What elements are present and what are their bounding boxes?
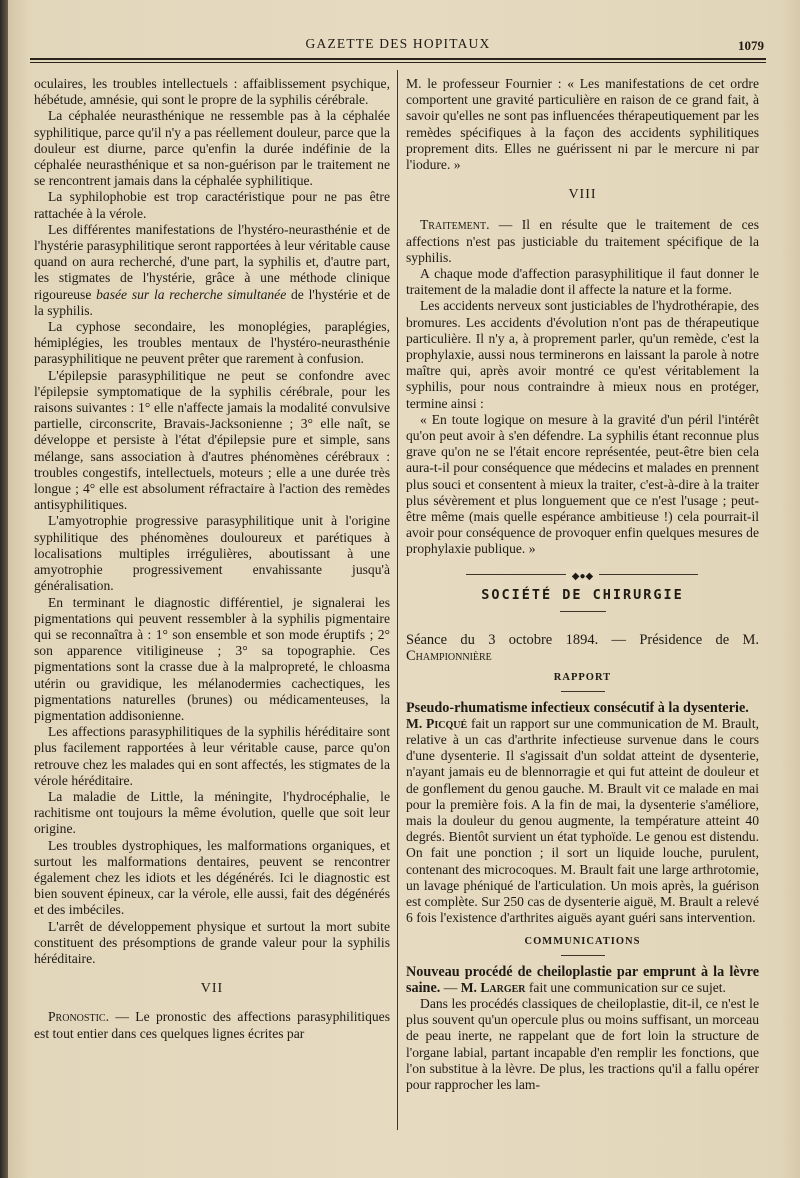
paragraph: La syphilophobie est trop caractéristique pour ne pas être rattachée à la vérole. (34, 189, 390, 221)
paragraph-text: — Le pronostic des affections parasyphilitiques est tout entier dans ces quelques lignes écrites par (34, 1009, 390, 1041)
run-in-heading: Traitement. (420, 217, 490, 233)
paragraph-text: Les différentes manifestations de l'hystéro-neurasthénie et de l'hystérie parasyphilitique seront rapportées à leur véritable cause quand on aura recherché, d'une part, la syphilis et, d'autre part, les stigmates de l'hystérie, grâce à une méthode clinique rigoureuse (34, 221, 390, 302)
paragraph-text: fait une communication sur ce sujet. (525, 979, 726, 995)
paragraph (34, 222, 390, 319)
italic-text: basée sur la recherche simultanée (96, 286, 287, 302)
article-title: Pseudo-rhumatisme infectieux consécutif à la dysenterie. (406, 699, 749, 716)
short-rule (561, 955, 605, 956)
paragraph-text: — Il en résulte que le traitement de ces affections n'est pas justiciable du traitement spécifique de la syphilis. (406, 217, 759, 265)
paragraph: La cyphose secondaire, les monoplégies, paraplégies, hémiplégies, les troubles mentaux de l'hystéro-neurasthénie parasyphilitique ne peuvent prêter que rarement à confusion. (34, 319, 390, 367)
paragraph (406, 716, 759, 927)
paragraph: Les troubles dystrophiques, les malformations organiques, et surtout les malformations dentaires, peuvent se rencontrer également chez les idiots et les dégénérés. Ici le diagnostic est bien souvent épineux, car la vérole, elle aussi, fait des dégénérés et des imbéciles. (34, 837, 390, 918)
paragraph: « En toute logique on mesure à la gravité d'un péril l'intérêt qu'on peut avoir à s'en défendre. La syphilis étant reconnue plus grave qu'on ne se l'était encore représentée, peut-être bien cela aura-t-il pour conséquence que médecins et malades en prennent plus souci et consentent à mieux la traiter, c'est-à-dire à la traiter plus sévèrement et plus longuement que ce n'est l'usage ; peut-être même (mais quelle espérance ambitieuse !) cela pourrait-il avoir pour conséquence de provoquer enfin quelques mesures de prophylaxie publique. » (406, 411, 759, 557)
left-column (34, 76, 390, 1042)
column-divider (397, 70, 398, 1130)
header-rule (30, 58, 766, 60)
paragraph: A chaque mode d'affection parasyphilitique il faut donner le traitement de la maladie dont il affecte la nature et la forme. (406, 266, 759, 298)
run-in-heading: Pronostic. (48, 1009, 109, 1025)
subsection-heading: RAPPORT (553, 672, 612, 684)
paragraph: L'arrêt de développement physique et surtout la mort subite constituent des présomptions de grande valeur pour la syphilis héréditaire. (34, 918, 390, 966)
paragraph-text: fait un rapport sur une communication de M. Brault, relative à un cas d'arthrite infectieuse survenue dans le cours d'une dysenterie. Il s'agissait d'un soldat atteint de dysenterie, n'ayant jamais eu de blennorragie et qui fut atteint de douleur et de gonflement du genou gauche. M. Brault vit ce malade en mai pour la première fois. A la fin de mai, la dysenterie s'améliore, mais la douleur du genou augmente, la température atteint 40 degrés. Bientôt survient un état typhoïde. Le genou est distendu. On fait une ponction ; il sort un liquide louche, purulent, contenant des microcoques. M. Brault fait une large arthrotomie, un lavage phéniqué de l'articulation. Un mois après, la guérison est complète. Sur 250 cas de dysenterie aiguë, M. Brault a relevé 6 fois l'existence d'arthrites aiguës ayant guéri sans intervention. (406, 715, 759, 926)
paragraph: La céphalée neurasthénique ne ressemble pas à la céphalée syphilitique, parce qu'il n'y a pas réellement douleur, parce que la douleur est diurne, parce qu'enfin la durée indéfinie de la céphalée neurasthénique et sa non-guérison par le traitement ne se rencontrent jamais dans la céphalée syphilitique. (34, 108, 390, 189)
page-number: 1079 (738, 38, 764, 53)
header-rule-thin (30, 62, 766, 63)
session-line (406, 632, 759, 664)
page-header (30, 36, 766, 56)
paragraph: En terminant le diagnostic différentiel, je signalerai les pigmentations qui peuvent ressembler à la syphilis pigmentaire qui se reconnaîtra à : 1° son ensemble et son mode éruptifs ; 2° son apparence vitiligineuse ; 3° sa topographie. Ces pigmentations sont la crasse due à la malpropreté, le chloasma utérin ou gravidique, les mélanodermies cachectiques, les pigmentations naturelles (brunes) ou médicamenteuses, la pigmentation addisonienne. (34, 594, 390, 723)
short-rule (560, 611, 606, 612)
right-column (406, 76, 759, 1093)
paragraph: L'épilepsie parasyphilitique ne peut se confondre avec l'épilepsie symptomatique de la syphilis cérébrale, pour les raisons suivantes : 1° elle n'affecte jamais la modalité convulsive partielle, circonscrite, Bravais-Jacksonienne ; 3° elle naît, se développe et persiste à l'état d'épilepsie pure et simple, sans mélange, sans association à d'autres phénomènes cérébraux : troubles congestifs, intellectuels, moteurs ; elle a une durée très longue ; 4° elle est absolument réfractaire à l'action des remèdes antisyphilitiques. (34, 367, 390, 513)
diamond-ornament-icon: ◆●◆ (566, 569, 599, 585)
paragraph: Dans les procédés classiques de cheiloplastie, dit-il, ce n'est le plus souvent qu'un opercule plus ou moins suffisant, un morceau de peau inerte, ne rappelant que de fort loin la structure de l'organe labial, partant incapable d'en remplir les fonctions, que l'on substitue à la lèvre. De plus, les tractions qu'il a fallu opérer pour rapprocher les lam- (406, 995, 759, 1092)
article-title: Nouveau procédé de cheiloplastie par emprunt à la lèvre saine. (406, 963, 759, 996)
paragraph: Les affections parasyphilitiques de la syphilis héréditaire sont plus facilement rapportées à leur véritable cause, parce qu'on retrouve chez les malades qui en sont affectés, les stigmates de la vérole héréditaire. (34, 724, 390, 788)
section-ornament (406, 567, 759, 581)
short-rule (561, 691, 605, 692)
book-spine-edge (0, 0, 8, 1178)
speaker-name: M. Larger (460, 979, 526, 995)
paragraph: oculaires, les troubles intellectuels : affaiblissement psychique, hébétude, amnésie, qui sont le propre de la syphilis cérébrale. (34, 76, 390, 108)
session-text: Séance du 3 octobre 1894. — Présidence de M. (406, 631, 759, 648)
paragraph-text: de l'hystérie et de la syphilis. (34, 286, 390, 318)
paragraph (34, 1009, 390, 1041)
paragraph: L'amyotrophie progressive parasyphilitique unit à l'origine syphilitique des phénomènes douloureux et parétiques à localisations multiples irrégulières, aboutissant à une amyotrophie progressivement envahissante jusqu'à généralisation. (34, 513, 390, 594)
paragraph: Nouveau procédé de cheiloplastie par emprunt à la lèvre saine. — M. Larger fait une communication sur ce sujet. (406, 963, 759, 996)
subsection-heading: COMMUNICATIONS (524, 936, 641, 948)
paragraph (406, 217, 759, 266)
paragraph: Les accidents nerveux sont justiciables de l'hydrothérapie, des bromures. Les accidents d'évolution n'ont pas de thérapeutique particulière. Il n'y a, à proprement parler, qu'un remède, c'est la prophylaxie, aussi nous terminerons en laissant la parole à notre maître qui, après avoir montré ce qu'est véritablement la syphilis, pour nous contraindre à mieux nous en protéger, termine ainsi : (406, 298, 759, 411)
paragraph: M. le professeur Fournier : « Les manifestations de cet ordre comportent une gravité particulière en raison de ce grand fait, à savoir qu'elles ne sont pas influencées thérapeutiquement par les remèdes spécifiques à la façon des accidents syphilitiques proprement dits. Elles ne guérissent ni par le mercure ni par l'iodure. » (406, 76, 759, 173)
paragraph: La maladie de Little, la méningite, l'hydrocéphalie, le rachitisme ont toujours la même évolution, quelle que soit leur origine. (34, 788, 390, 837)
speaker-name: M. Picqué (406, 715, 468, 731)
president-name: Championnière (406, 648, 492, 665)
section-heading: SOCIÉTÉ DE CHIRURGIE (481, 586, 684, 603)
section-number: VIII (568, 187, 597, 203)
running-title: GAZETTE DES HOPITAUX (305, 36, 491, 51)
section-number: VII (200, 981, 224, 997)
